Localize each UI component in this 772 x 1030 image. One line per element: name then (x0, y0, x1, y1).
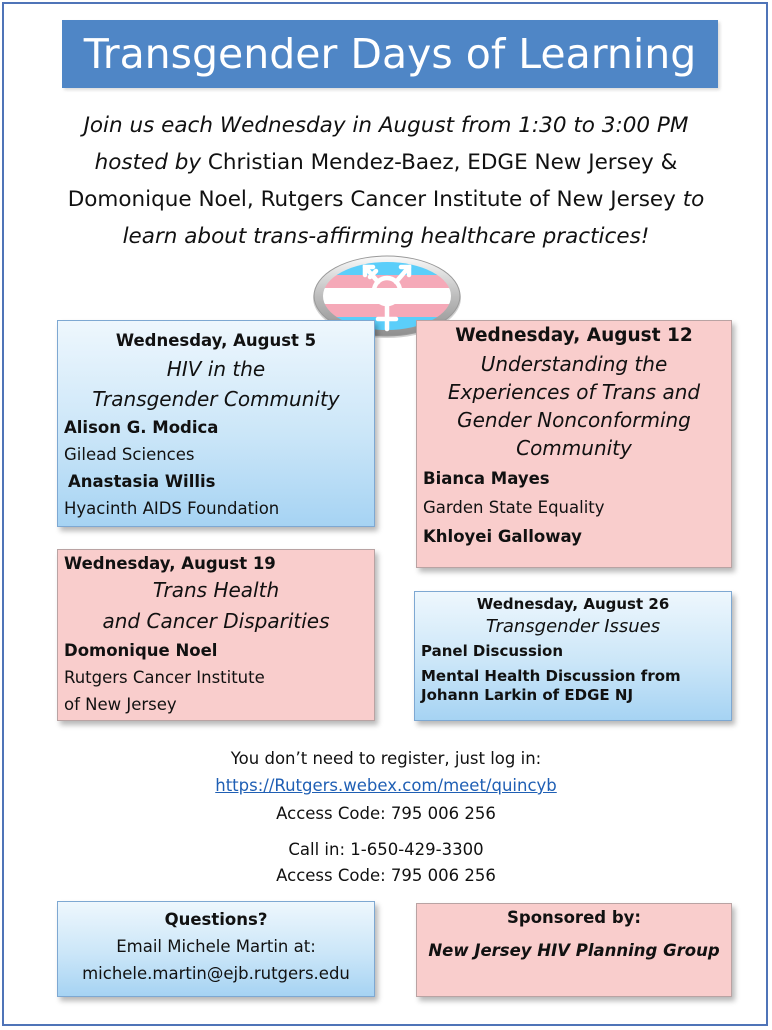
contact-email[interactable]: michele.martin@ejb.rutgers.edu (82, 964, 350, 983)
session-topic: Transgender Community (92, 387, 340, 411)
speaker-name: Anastasia Willis (68, 472, 216, 491)
sponsor-name: New Jersey HIV Planning Group (428, 941, 720, 960)
session-topic: Understanding the (480, 352, 668, 376)
page-title: Transgender Days of Learning (62, 20, 718, 88)
speaker-name: Alison G. Modica (64, 418, 219, 437)
speaker-org: Gilead Sciences (64, 445, 195, 464)
intro-line-4: learn about trans-affirming healthcare practices! (122, 224, 650, 249)
session-aug19-card (57, 549, 375, 721)
session-topic: HIV in the (166, 357, 266, 381)
panel-item: Panel Discussion (421, 642, 564, 660)
session-date: Wednesday, August 19 (64, 554, 276, 573)
speaker-name: Domonique Noel (64, 641, 218, 660)
access-code: Access Code: 795 006 256 (276, 804, 496, 823)
login-instructions: You don’t need to register, just log in: (230, 749, 542, 768)
intro-to: to (682, 187, 705, 212)
call-in-number: Call in: 1-650-429-3300 (288, 840, 484, 859)
session-topic: Trans Health (152, 578, 280, 602)
session-aug26-card (414, 591, 732, 721)
speaker-name: Bianca Mayes (423, 469, 550, 488)
panel-item: Johann Larkin of EDGE NJ (421, 686, 634, 704)
session-topic: Experiences of Trans and (447, 380, 701, 404)
speaker-org: Garden State Equality (423, 498, 605, 517)
intro-line-1: Join us each Wednesday in August from 1:30 to 3:00 PM (83, 113, 689, 138)
questions-card (57, 901, 375, 997)
questions-title: Questions? (164, 910, 268, 929)
sponsor-title: Sponsored by: (507, 908, 641, 927)
questions-text: Email Michele Martin at: (116, 937, 316, 956)
session-aug12-card (416, 320, 732, 568)
speaker-org: Rutgers Cancer Institute (64, 668, 265, 687)
session-date: Wednesday, August 12 (455, 325, 693, 346)
sponsor-card (416, 903, 732, 997)
session-aug5-card (57, 320, 375, 527)
session-topic: Gender Nonconforming (457, 408, 691, 432)
intro-text (20, 107, 752, 255)
webex-link[interactable]: https://Rutgers.webex.com/meet/quincyb (215, 776, 557, 795)
speaker-org: Hyacinth AIDS Foundation (64, 499, 280, 518)
intro-hosted-by: hosted by (94, 150, 208, 175)
speaker-name: Khloyei Galloway (423, 527, 582, 546)
session-date: Wednesday, August 26 (476, 595, 670, 613)
panel-item: Mental Health Discussion from (421, 667, 681, 685)
session-date: Wednesday, August 5 (115, 331, 317, 350)
intro-hosts-2: Domonique Noel, Rutgers Cancer Institute of New Jersey (67, 187, 683, 212)
access-code: Access Code: 795 006 256 (276, 866, 496, 885)
session-topic: Community (516, 436, 632, 460)
session-topic: and Cancer Disparities (102, 609, 330, 633)
speaker-org: of New Jersey (64, 695, 177, 714)
intro-hosts-1: Christian Mendez-Baez, EDGE New Jersey & (207, 150, 678, 175)
session-topic: Transgender Issues (485, 616, 661, 637)
